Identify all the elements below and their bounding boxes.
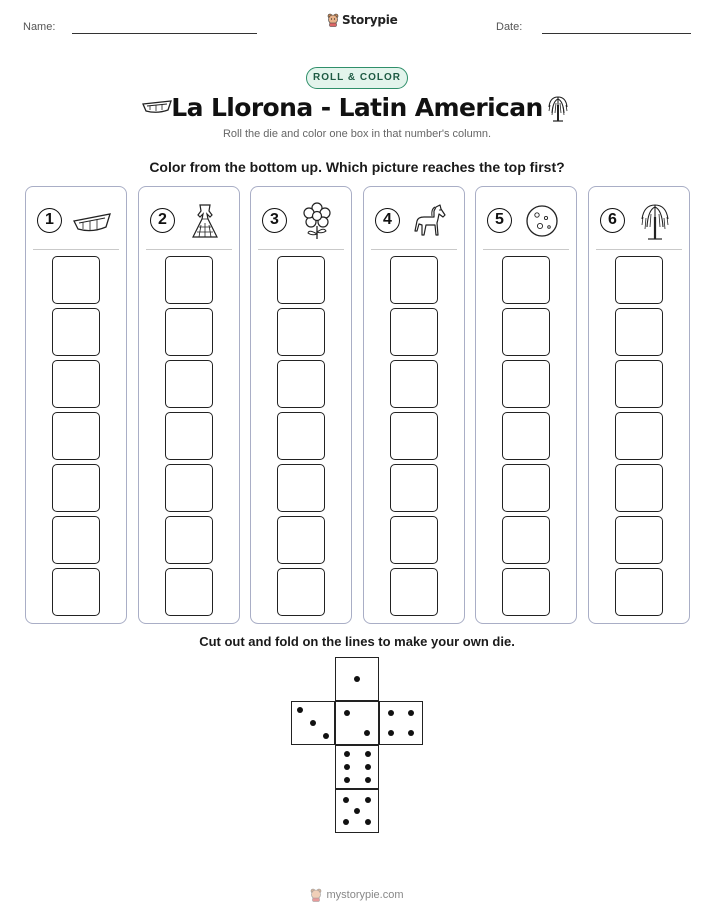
pip [344,777,350,783]
willow-tree-icon [545,93,571,123]
die-face-1 [335,657,379,701]
pip [344,751,350,757]
pip [388,730,394,736]
pip [365,819,371,825]
color-box[interactable] [165,568,213,616]
column-header [476,187,576,251]
dress-icon [185,201,225,241]
color-box[interactable] [52,360,100,408]
name-label: Name: [23,21,56,33]
color-box[interactable] [277,412,325,460]
column-4 [363,186,465,624]
color-box[interactable] [52,568,100,616]
pip [408,710,414,716]
die-face-4 [379,701,423,745]
color-box[interactable] [390,308,438,356]
color-box[interactable] [390,464,438,512]
column-divider [596,249,682,250]
bear-mascot-icon [310,888,322,902]
color-box[interactable] [165,516,213,564]
date-label: Date: [496,21,523,33]
pip [388,710,394,716]
color-box[interactable] [52,256,100,304]
pip [343,819,349,825]
pip [365,751,371,757]
color-box[interactable] [615,308,663,356]
color-box[interactable] [52,308,100,356]
color-box[interactable] [502,516,550,564]
color-box[interactable] [615,256,663,304]
number-badge: 4 [375,208,400,233]
color-box[interactable] [615,412,663,460]
color-box[interactable] [502,568,550,616]
pip [365,777,371,783]
number-badge: 2 [150,208,175,233]
color-box[interactable] [165,360,213,408]
color-box[interactable] [502,360,550,408]
color-box[interactable] [52,412,100,460]
footer [0,888,714,902]
die-face-3 [291,701,335,745]
brand-logo [327,13,398,27]
column-header [251,187,351,251]
column-6 [588,186,690,624]
color-box[interactable] [502,412,550,460]
color-box[interactable] [615,464,663,512]
column-1 [25,186,127,624]
die-face-5 [335,789,379,833]
pip [343,797,349,803]
horse-icon [410,201,450,241]
column-3 [250,186,352,624]
pip [364,730,370,736]
color-box[interactable] [277,568,325,616]
column-2 [138,186,240,624]
moon-icon [522,201,562,241]
name-line[interactable] [72,33,257,34]
color-box[interactable] [52,516,100,564]
color-box[interactable] [502,256,550,304]
color-box[interactable] [165,412,213,460]
pip [354,676,360,682]
color-box[interactable] [165,256,213,304]
pip [297,707,303,713]
pip [323,733,329,739]
pip [344,710,350,716]
color-box[interactable] [277,360,325,408]
bear-mascot-icon [327,13,339,27]
footer-url: mystorypie.com [326,889,404,901]
page-title: La Llorona - Latin American [171,93,543,122]
color-box[interactable] [390,360,438,408]
color-box[interactable] [52,464,100,512]
column-divider [33,249,119,250]
number-badge: 5 [487,208,512,233]
color-box[interactable] [165,308,213,356]
color-box[interactable] [277,464,325,512]
boat-icon [72,201,112,241]
column-header [589,187,689,251]
cut-instructions: Cut out and fold on the lines to make your own die. [199,634,515,649]
color-box[interactable] [615,516,663,564]
color-box[interactable] [390,412,438,460]
column-5 [475,186,577,624]
instructions: Color from the bottom up. Which picture reaches the top first? [149,159,565,175]
column-divider [371,249,457,250]
date-line[interactable] [542,33,691,34]
pip [354,808,360,814]
number-badge: 6 [600,208,625,233]
column-divider [258,249,344,250]
color-box[interactable] [277,308,325,356]
roll-and-color-badge: ROLL & COLOR [306,67,408,89]
column-header [364,187,464,251]
die-face-6 [335,745,379,789]
color-box[interactable] [390,568,438,616]
subtitle: Roll the die and color one box in that number's column. [222,128,492,140]
pip [310,720,316,726]
color-box[interactable] [502,464,550,512]
column-divider [146,249,232,250]
color-box[interactable] [502,308,550,356]
color-box[interactable] [165,464,213,512]
color-box[interactable] [615,568,663,616]
column-header [139,187,239,251]
color-box[interactable] [390,516,438,564]
die-face-2 [335,701,379,745]
color-box[interactable] [390,256,438,304]
column-header [26,187,126,251]
color-box[interactable] [277,256,325,304]
willow-tree-icon [635,201,675,241]
flower-icon [297,201,337,241]
pip [344,764,350,770]
column-divider [483,249,569,250]
pip [408,730,414,736]
pip [365,797,371,803]
color-box[interactable] [277,516,325,564]
color-box[interactable] [615,360,663,408]
brand-name: Storypie [342,13,398,27]
pip [365,764,371,770]
number-badge: 3 [262,208,287,233]
number-badge: 1 [37,208,62,233]
